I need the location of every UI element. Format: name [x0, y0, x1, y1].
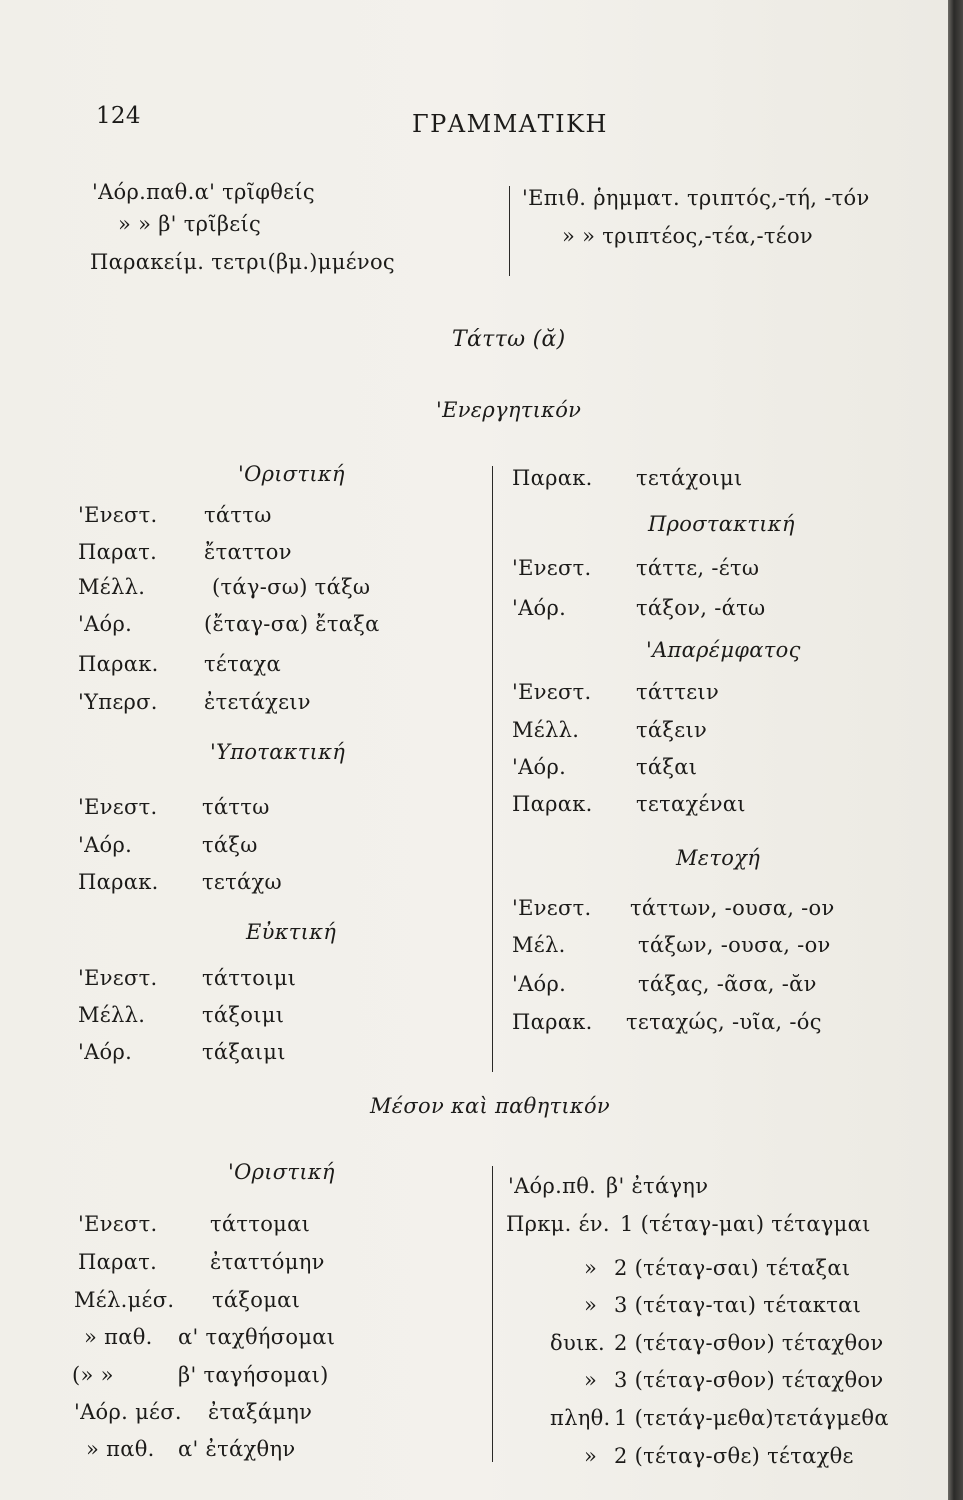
row-label: Παρακ.: [78, 652, 159, 676]
row-label: »: [584, 1368, 598, 1392]
row-label: Παρακ.: [78, 870, 159, 894]
row-label: 'Αόρ. μέσ.: [74, 1400, 182, 1424]
row-form: 2 (τέταγ-σθε) τέταχθε: [614, 1444, 854, 1468]
row-form: τετάχοιμι: [636, 466, 743, 490]
active-metochi-title: Μετοχή: [676, 846, 761, 870]
row-label: 'Ενεστ.: [78, 966, 158, 990]
row-label: Μέλ.μέσ.: [74, 1288, 175, 1312]
row-label: 'Ενεστ.: [78, 1212, 158, 1236]
row-form: ἔταττον: [204, 540, 292, 564]
row-form: (τάγ-σω) τάξω: [212, 575, 371, 599]
row-form: τάττω: [202, 795, 270, 819]
active-oristiki-title: 'Οριστική: [238, 462, 345, 486]
active-euktiki-title: Εὐκτική: [246, 920, 337, 944]
active-aparemfatos-title: 'Απαρέμφατος: [646, 638, 801, 662]
row-form: τέταχα: [204, 652, 282, 676]
row-form: τετάχω: [202, 870, 282, 894]
row-label: 'Αόρ.: [512, 755, 567, 779]
row-form: α' ταχθήσομαι: [178, 1325, 336, 1349]
row-label: Μέλλ.: [78, 1003, 146, 1027]
top-right-line-2: » » τριπτέος,-τέα,-τέον: [562, 224, 813, 248]
row-form: (ἔταγ-σα) ἔταξα: [204, 612, 380, 636]
row-label: »: [584, 1256, 598, 1280]
row-form: τάξας, -ᾶσα, -ᾰν: [638, 972, 817, 996]
row-form: ἐτετάχειν: [204, 690, 311, 714]
row-label: Μέλλ.: [512, 718, 580, 742]
row-label: »: [584, 1444, 598, 1468]
row-label: 'Ενεστ.: [78, 795, 158, 819]
row-form: ἐταττόμην: [210, 1250, 325, 1274]
middle-oristiki-title: 'Οριστική: [228, 1160, 335, 1184]
row-label: Παρατ.: [78, 1250, 158, 1274]
row-label: 'Αόρ.: [512, 596, 567, 620]
row-label: Παρακ.: [512, 792, 593, 816]
row-label: 'Υπερσ.: [78, 690, 158, 714]
row-form: τάττοιμι: [202, 966, 297, 990]
middle-passive-title: Μέσον καὶ παθητικόν: [370, 1094, 610, 1118]
row-form: 1 (τέταγ-μαι) τέταγμαι: [620, 1212, 871, 1236]
row-label: » παθ.: [86, 1437, 155, 1461]
row-form: β' ταγήσομαι): [178, 1363, 329, 1387]
active-voice-title: 'Ενεργητικόν: [436, 398, 582, 422]
row-form: α' ἐτάχθην: [178, 1437, 296, 1461]
row-form: τάξω: [202, 833, 258, 857]
row-form: τεταχέναι: [636, 792, 746, 816]
row-label: πληθ.: [550, 1406, 611, 1430]
row-label: 'Αόρ.: [78, 612, 133, 636]
top-left-line-2: » » β' τρῖβείς: [118, 212, 262, 236]
verb-title: Τάττω (ᾰ): [452, 327, 566, 352]
row-form: τάξαιμι: [202, 1040, 286, 1064]
row-form: τάξων, -ουσα, -ον: [638, 933, 831, 957]
row-form: τάξομαι: [212, 1288, 301, 1312]
row-label: 'Ενεστ.: [512, 680, 592, 704]
row-form: 3 (τέταγ-σθον) τέταχθον: [614, 1368, 884, 1392]
row-label: 'Αόρ.: [78, 833, 133, 857]
row-label: δυικ.: [550, 1331, 605, 1355]
row-label: 'Αόρ.: [78, 1040, 133, 1064]
row-label: 'Ενεστ.: [78, 503, 158, 527]
top-right-line-1: 'Επιθ. ῥημματ. τριπτός,-τή, -τόν: [522, 186, 870, 210]
row-label: » παθ.: [84, 1325, 153, 1349]
row-label: 'Ενεστ.: [512, 896, 592, 920]
row-form: 3 (τέταγ-ται) τέτακται: [614, 1293, 862, 1317]
row-label: Μέλλ.: [78, 575, 146, 599]
row-form: 2 (τέταγ-σαι) τέταξαι: [614, 1256, 851, 1280]
row-form: τάττε, -έτω: [636, 556, 760, 580]
row-form: τάξαι: [636, 755, 698, 779]
row-label: Πρκμ. έν.: [506, 1212, 610, 1236]
row-label: »: [584, 1293, 598, 1317]
row-form: τάττων, -ουσα, -ον: [630, 896, 835, 920]
page-title: ΓΡΑΜΜΑΤΙΚΗ: [412, 110, 608, 138]
top-left-line-1: 'Αόρ.παθ.α' τρῖφθείς: [92, 180, 315, 204]
row-form: 2 (τέταγ-σθον) τέταχθον: [614, 1331, 884, 1355]
top-left-line-3: Παρακείμ. τετρι(βμ.)μμένος: [90, 250, 395, 274]
row-label: Παρακ.: [512, 466, 593, 490]
row-label: 'Αόρ.: [512, 972, 567, 996]
middle-column-divider: [492, 1166, 493, 1462]
row-form: τάξειν: [636, 718, 708, 742]
row-form: τάξοιμι: [202, 1003, 285, 1027]
row-form: β' ἐτάγην: [606, 1174, 709, 1198]
active-column-divider: [492, 466, 493, 1072]
row-form: 1 (τετάγ-μεθα)τετάγμεθα: [614, 1406, 889, 1430]
row-label: Μέλ.: [512, 933, 566, 957]
active-ypotaktiki-title: 'Υποτακτική: [210, 740, 346, 764]
row-form: τεταχώς, -υῖα, -ός: [626, 1010, 822, 1034]
row-form: τάττομαι: [210, 1212, 311, 1236]
row-form: τάττω: [204, 503, 272, 527]
row-form: ἐταξάμην: [208, 1400, 313, 1424]
row-label: Παρακ.: [512, 1010, 593, 1034]
active-prostaktiki-title: Προστακτική: [648, 512, 795, 536]
row-label: 'Ενεστ.: [512, 556, 592, 580]
page-binding-edge: [948, 0, 963, 1500]
row-form: τάξον, -άτω: [636, 596, 766, 620]
row-label: 'Αόρ.πθ.: [508, 1174, 597, 1198]
row-label: Παρατ.: [78, 540, 158, 564]
top-column-divider: [509, 186, 510, 276]
row-label: (» »: [72, 1363, 114, 1387]
page-number: 124: [96, 103, 141, 129]
row-form: τάττειν: [636, 680, 720, 704]
